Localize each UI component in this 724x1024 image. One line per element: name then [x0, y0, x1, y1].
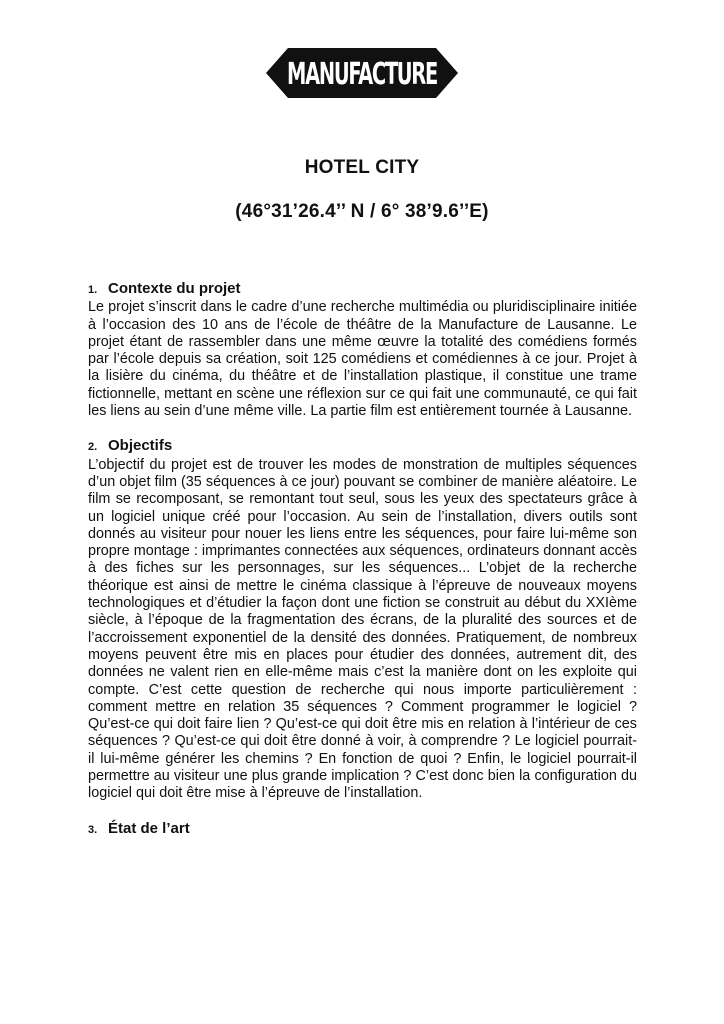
- section-heading: [88, 280, 637, 299]
- section-heading: [88, 820, 637, 839]
- section-title: Objectifs: [108, 437, 173, 455]
- section-title: Contexte du projet: [108, 280, 241, 297]
- section-title: État de l’art: [108, 819, 190, 837]
- section-number: 2.: [88, 441, 98, 454]
- section-number: 1.: [88, 284, 98, 296]
- manufacture-logo: [262, 44, 462, 102]
- section: [88, 280, 637, 420]
- section-heading: [88, 437, 637, 456]
- document-coordinates: (46°31’26.4’’ N / 6° 38’9.6’’E): [235, 201, 489, 222]
- document-body: [88, 280, 637, 839]
- section-paragraph: L’objectif du projet est de trouver les modes de monstration de multiples séquences d’un objet film (35 séquences à ce jour) pouvant se combiner de manière aléatoire. Le film se recomposant, se remontant tout seul, sous les yeux des spectateurs grâce à un logiciel unique créé pour l’occasion. Au sein de l’installation, divers outils sont donnés au visiteur pour nouer les liens entre les séquences, pour faire lui-même son propre montage : imprimantes connectées aux séquences, ordinateurs donnant accès à des fiches sur les personnages, sur les séquences... L’objet de la recherche théorique est ainsi de mettre le cinéma classique à l’épreuve de nouveaux moyens technologiques et d’étudier la façon dont une fiction se construit au début du XXIème siècle, à l’époque de la fragmentation des écrans, de la pluralité des sources et de l’accroissement exponentiel de la densité des données. Pratiquement, de nombreux moyens peuvent être mis en places pour étudier des données, autrement dit, des données ne valent rien en elle-même mais c’est la manière dont on les exploite qui compte. C’est cette question de recherche qui nous importe particulièrement : comment mettre en relation 35 séquences ? Comment programmer le logiciel ? Qu’est-ce qui doit faire lien ? Qu’est-ce qui doit être mis en relation à l’intérieur de ces séquences ? Qu’est-ce qui doit être donné à voir, à comprendre ? Le logiciel pourrait-il lui-même générer les chemins ? En fonction de quoi ? Enfin, le logiciel pourrait-il permettre au visiteur une plus grande implication ? C’est donc bien la configuration du logiciel qui doit être mise à l’épreuve de l’installation.: [88, 456, 637, 802]
- logo-text: MANUFACTURE: [287, 57, 438, 92]
- section-paragraph: Le projet s’inscrit dans le cadre d’une recherche multimédia ou pluridisciplinaire initiée à l’occasion des 10 ans de l’école de théâtre de la Manufacture de Lausanne. Le projet étant de rassembler dans une même œuvre la totalité des comédiens formés par l’école depuis sa création, soit 125 comédiens et comédiennes à ce jour. Projet à la lisière du cinéma, du théâtre et de l’installation plastique, il constitue une trame fictionnelle, mettant en scène une réflexion sur ce qui fait une communauté, ce qui fait les liens au sein d’une même ville. La partie film est entièrement tournée à Lausanne.: [88, 299, 637, 420]
- document-title: HOTEL CITY: [304, 157, 420, 178]
- section: [88, 820, 637, 839]
- section-number: 3.: [88, 823, 98, 836]
- section: [88, 437, 637, 802]
